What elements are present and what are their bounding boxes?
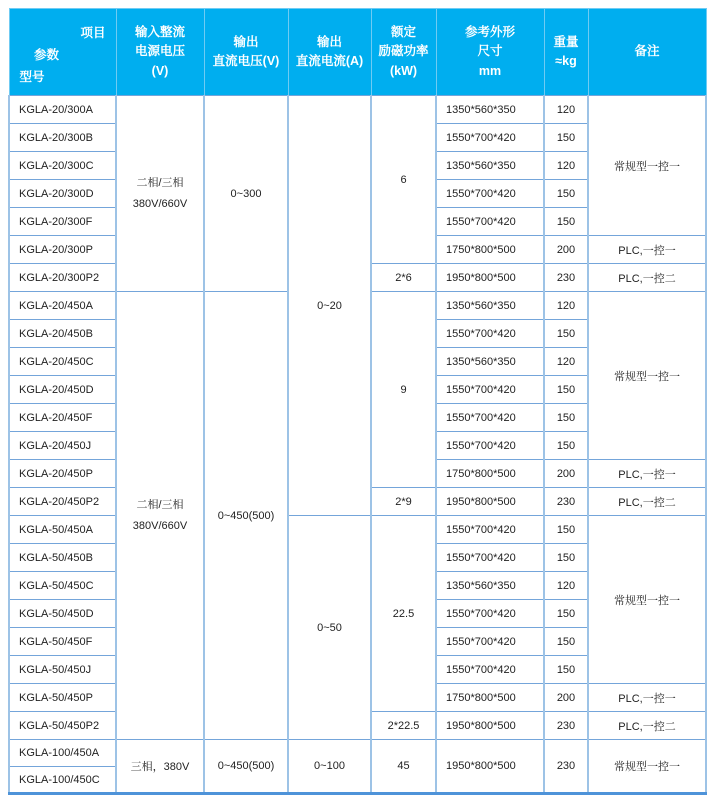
corner-cell [10, 10, 116, 95]
dimensions-cell: 1550*700*420 [436, 404, 544, 432]
model-cell: KGLA-20/450D [9, 376, 116, 404]
weight-cell: 230 [544, 264, 588, 292]
header-line: (kW) [389, 63, 418, 78]
header-line: mm [478, 63, 502, 78]
weight-cell: 150 [544, 376, 588, 404]
dimensions-cell: 1950*800*500 [436, 740, 544, 794]
weight-cell: 150 [544, 600, 588, 628]
dimensions-cell: 1550*700*420 [436, 320, 544, 348]
header-output-dc-voltage [204, 9, 288, 96]
model-cell: KGLA-20/300P [9, 236, 116, 264]
power-cell: 2*9 [371, 488, 436, 516]
header-line: 备注 [634, 44, 660, 59]
output-voltage-cell: 0~450(500) [204, 292, 288, 740]
model-cell: KGLA-50/450C [9, 572, 116, 600]
header-line: (V) [151, 63, 169, 78]
dimensions-cell: 1950*800*500 [436, 264, 544, 292]
dimensions-cell: 1350*560*350 [436, 96, 544, 124]
header-line: 输出 [316, 34, 342, 49]
model-cell: KGLA-20/300C [9, 152, 116, 180]
dimensions-cell: 1550*700*420 [436, 124, 544, 152]
model-cell: KGLA-50/450P [9, 684, 116, 712]
model-cell: KGLA-20/450B [9, 320, 116, 348]
dimensions-cell: 1350*560*350 [436, 152, 544, 180]
table-row [9, 740, 706, 767]
input-voltage-line1: 二相/三相 [136, 176, 184, 189]
model-cell: KGLA-20/300F [9, 208, 116, 236]
dimensions-cell: 1550*700*420 [436, 376, 544, 404]
note-cell: 常规型一控一 [588, 516, 706, 684]
model-cell: KGLA-20/450C [9, 348, 116, 376]
output-voltage-cell: 0~300 [204, 96, 288, 292]
dimensions-cell: 1350*560*350 [436, 348, 544, 376]
dimensions-cell: 1750*800*500 [436, 684, 544, 712]
output-voltage-cell: 0~450(500) [204, 740, 288, 794]
header-dimensions [436, 9, 544, 96]
output-current-cell: 0~100 [288, 740, 371, 794]
header-line: 直流电流(A) [295, 54, 364, 68]
weight-cell: 150 [544, 124, 588, 152]
model-cell: KGLA-20/450A [9, 292, 116, 320]
dimensions-cell: 1550*700*420 [436, 600, 544, 628]
output-current-cell: 0~50 [288, 516, 371, 740]
power-cell: 22.5 [371, 516, 436, 712]
weight-cell: 230 [544, 488, 588, 516]
model-cell: KGLA-20/450P2 [9, 488, 116, 516]
header-row [9, 9, 706, 96]
spec-table [8, 8, 707, 795]
input-voltage-cell [116, 292, 204, 740]
model-cell: KGLA-50/450B [9, 544, 116, 572]
corner-item-label: 项目 [80, 25, 106, 40]
header-line: 尺寸 [477, 44, 503, 59]
table-row [9, 96, 706, 124]
dimensions-cell: 1550*700*420 [436, 628, 544, 656]
header-line: 重量 [553, 34, 579, 49]
weight-cell: 200 [544, 460, 588, 488]
note-cell: 常规型一控一 [588, 96, 706, 236]
header-line: 直流电压(V) [212, 54, 280, 68]
header-line: 电源电压 [134, 44, 185, 59]
dimensions-cell: 1550*700*420 [436, 516, 544, 544]
weight-cell: 150 [544, 432, 588, 460]
dimensions-cell: 1550*700*420 [436, 432, 544, 460]
weight-cell: 150 [544, 208, 588, 236]
dimensions-cell: 1550*700*420 [436, 208, 544, 236]
model-cell: KGLA-50/450P2 [9, 712, 116, 740]
weight-cell: 150 [544, 320, 588, 348]
weight-cell: 120 [544, 348, 588, 376]
weight-cell: 120 [544, 572, 588, 600]
input-voltage-cell: 三相，380V [116, 740, 204, 794]
weight-cell: 120 [544, 96, 588, 124]
power-cell: 2*6 [371, 264, 436, 292]
table-header [9, 9, 706, 96]
dimensions-cell: 1750*800*500 [436, 236, 544, 264]
table-body [9, 96, 706, 794]
weight-cell: 150 [544, 516, 588, 544]
model-cell: KGLA-20/450P [9, 460, 116, 488]
header-line: 励磁功率 [378, 44, 429, 59]
header-output-dc-current [288, 9, 371, 96]
model-cell: KGLA-50/450A [9, 516, 116, 544]
note-cell: PLC,一控二 [588, 488, 706, 516]
model-cell: KGLA-20/300A [9, 96, 116, 124]
dimensions-cell: 1550*700*420 [436, 656, 544, 684]
header-model-corner [9, 9, 116, 96]
note-cell: PLC,一控二 [588, 712, 706, 740]
note-cell: PLC,一控一 [588, 460, 706, 488]
dimensions-cell: 1350*560*350 [436, 292, 544, 320]
weight-cell: 120 [544, 152, 588, 180]
header-remarks [588, 9, 706, 96]
header-weight [544, 9, 588, 96]
input-voltage-line2: 380V/660V [132, 519, 188, 532]
power-cell: 45 [371, 740, 436, 794]
model-cell: KGLA-20/300D [9, 180, 116, 208]
model-cell: KGLA-20/450J [9, 432, 116, 460]
table-row [9, 516, 706, 544]
header-line: 输入整流 [134, 24, 185, 39]
note-cell: PLC,一控一 [588, 236, 706, 264]
weight-cell: 230 [544, 740, 588, 794]
input-voltage-cell [116, 96, 204, 292]
dimensions-cell: 1550*700*420 [436, 180, 544, 208]
model-cell: KGLA-50/450F [9, 628, 116, 656]
header-input-voltage [116, 9, 204, 96]
dimensions-cell: 1950*800*500 [436, 488, 544, 516]
power-cell: 6 [371, 96, 436, 264]
model-cell: KGLA-20/300P2 [9, 264, 116, 292]
power-cell: 9 [371, 292, 436, 488]
corner-model-label: 型号 [19, 69, 45, 84]
model-cell: KGLA-20/450F [9, 404, 116, 432]
weight-cell: 200 [544, 684, 588, 712]
model-cell: KGLA-50/450J [9, 656, 116, 684]
header-line: ≈kg [555, 54, 577, 68]
dimensions-cell: 1350*560*350 [436, 572, 544, 600]
dimensions-cell: 1950*800*500 [436, 712, 544, 740]
weight-cell: 120 [544, 292, 588, 320]
power-cell: 2*22.5 [371, 712, 436, 740]
model-cell: KGLA-50/450D [9, 600, 116, 628]
corner-param-label: 参数 [33, 47, 59, 62]
output-current-cell: 0~20 [288, 96, 371, 516]
note-cell: 常规型一控一 [588, 740, 706, 794]
weight-cell: 150 [544, 404, 588, 432]
dimensions-cell: 1750*800*500 [436, 460, 544, 488]
header-line: 输出 [233, 34, 259, 49]
weight-cell: 150 [544, 180, 588, 208]
header-line: 参考外形 [464, 24, 515, 39]
weight-cell: 230 [544, 712, 588, 740]
model-cell: KGLA-100/450C [9, 767, 116, 794]
header-line: 额定 [390, 24, 416, 39]
note-cell: 常规型一控一 [588, 292, 706, 460]
note-cell: PLC,一控二 [588, 264, 706, 292]
header-rated-power [371, 9, 436, 96]
dimensions-cell: 1550*700*420 [436, 544, 544, 572]
model-cell: KGLA-20/300B [9, 124, 116, 152]
model-cell: KGLA-100/450A [9, 740, 116, 767]
weight-cell: 150 [544, 544, 588, 572]
input-voltage-line2: 380V/660V [132, 197, 188, 210]
weight-cell: 150 [544, 656, 588, 684]
weight-cell: 200 [544, 236, 588, 264]
note-cell: PLC,一控一 [588, 684, 706, 712]
input-voltage-line1: 二相/三相 [136, 498, 184, 511]
weight-cell: 150 [544, 628, 588, 656]
